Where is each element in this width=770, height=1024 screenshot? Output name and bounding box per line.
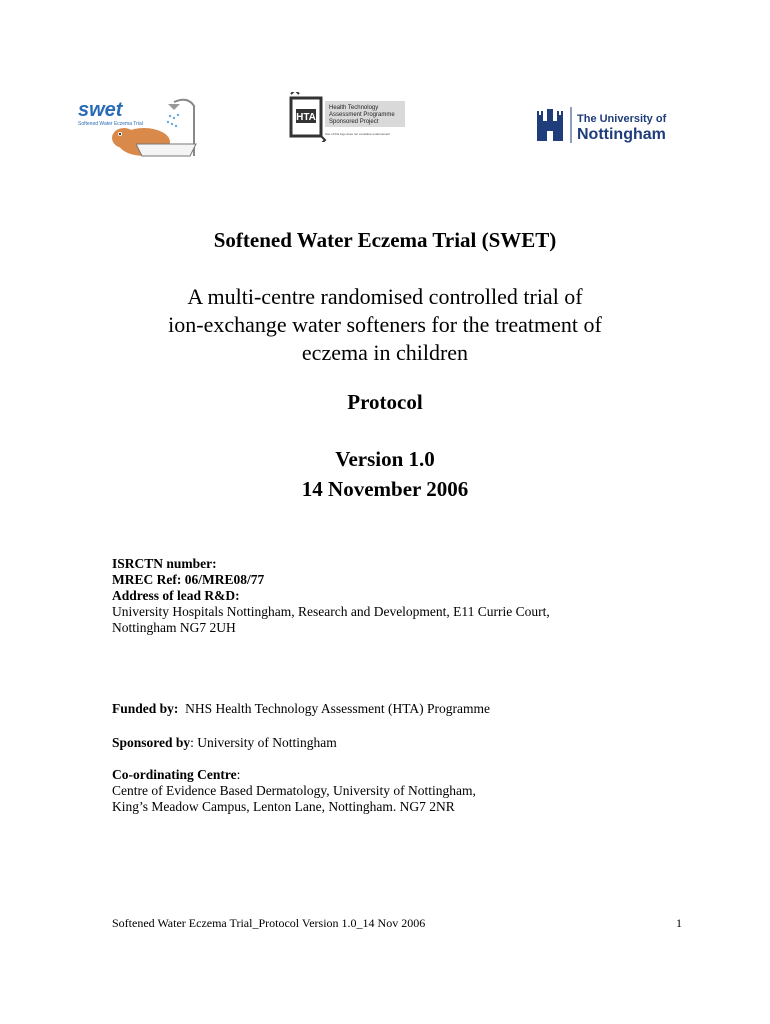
subtitle-line: eczema in children — [301, 340, 469, 365]
funded-label: Funded by: — [112, 701, 179, 716]
coordinating-label: Co-ordinating Centre — [112, 767, 237, 782]
sponsored-label: Sponsored by — [112, 735, 191, 750]
address-line: Nottingham NG7 2UH — [112, 620, 236, 635]
version-block — [0, 444, 770, 504]
coordinating-centre — [112, 767, 672, 815]
subtitle-line: ion-exchange water softeners for the treatment of — [168, 312, 602, 337]
university-logo — [535, 103, 685, 147]
funded-value: NHS Health Technology Assessment (HTA) Programme — [185, 701, 490, 716]
footer-text: Softened Water Eczema Trial_Protocol Version 1.0_14 Nov 2006 — [112, 916, 426, 930]
subtitle-line: A multi-centre randomised controlled trial of — [187, 284, 583, 309]
sponsored-value: : University of Nottingham — [190, 735, 337, 750]
coordinating-line: King’s Meadow Campus, Lenton Lane, Nottingham. NG7 2NR — [112, 799, 455, 814]
protocol-heading: Protocol — [347, 390, 423, 414]
swet-logo — [76, 96, 206, 162]
mrec-ref: MREC Ref: 06/MRE08/77 — [112, 572, 265, 587]
hta-box-text: HTA — [296, 112, 316, 123]
hta-fine-print: Use of this logo does not constitute endorsement — [325, 132, 391, 136]
document-subtitle — [0, 283, 770, 367]
hta-line-3: Sponsored Project — [329, 119, 379, 125]
sponsored-by — [112, 735, 672, 751]
hta-logo — [285, 92, 407, 142]
funded-by — [112, 701, 672, 717]
address-label: Address of lead R&D: — [112, 588, 240, 603]
address-line: University Hospitals Nottingham, Research and Development, E11 Currie Court, — [112, 604, 550, 619]
version-date: 14 November 2006 — [301, 477, 469, 501]
hta-line-2: Assessment Programme — [329, 112, 395, 118]
isrctn-number: ISRCTN number: — [112, 556, 217, 571]
version-label: Version 1.0 — [335, 447, 435, 471]
page-number: 1 — [676, 916, 682, 930]
hta-line-1: Health Technology — [329, 105, 379, 111]
swet-logo-caption: Softened Water Eczema Trial — [78, 121, 143, 127]
coordinating-colon: : — [236, 767, 241, 782]
swet-logo-text: swet — [78, 99, 123, 121]
university-line-2: Nottingham — [577, 126, 666, 143]
coordinating-line: Centre of Evidence Based Dermatology, University of Nottingham, — [112, 783, 476, 798]
document-title: Softened Water Eczema Trial (SWET) — [213, 228, 557, 252]
identifiers-block — [112, 556, 672, 636]
university-line-1: The University of — [577, 113, 667, 125]
page-footer — [112, 916, 682, 931]
